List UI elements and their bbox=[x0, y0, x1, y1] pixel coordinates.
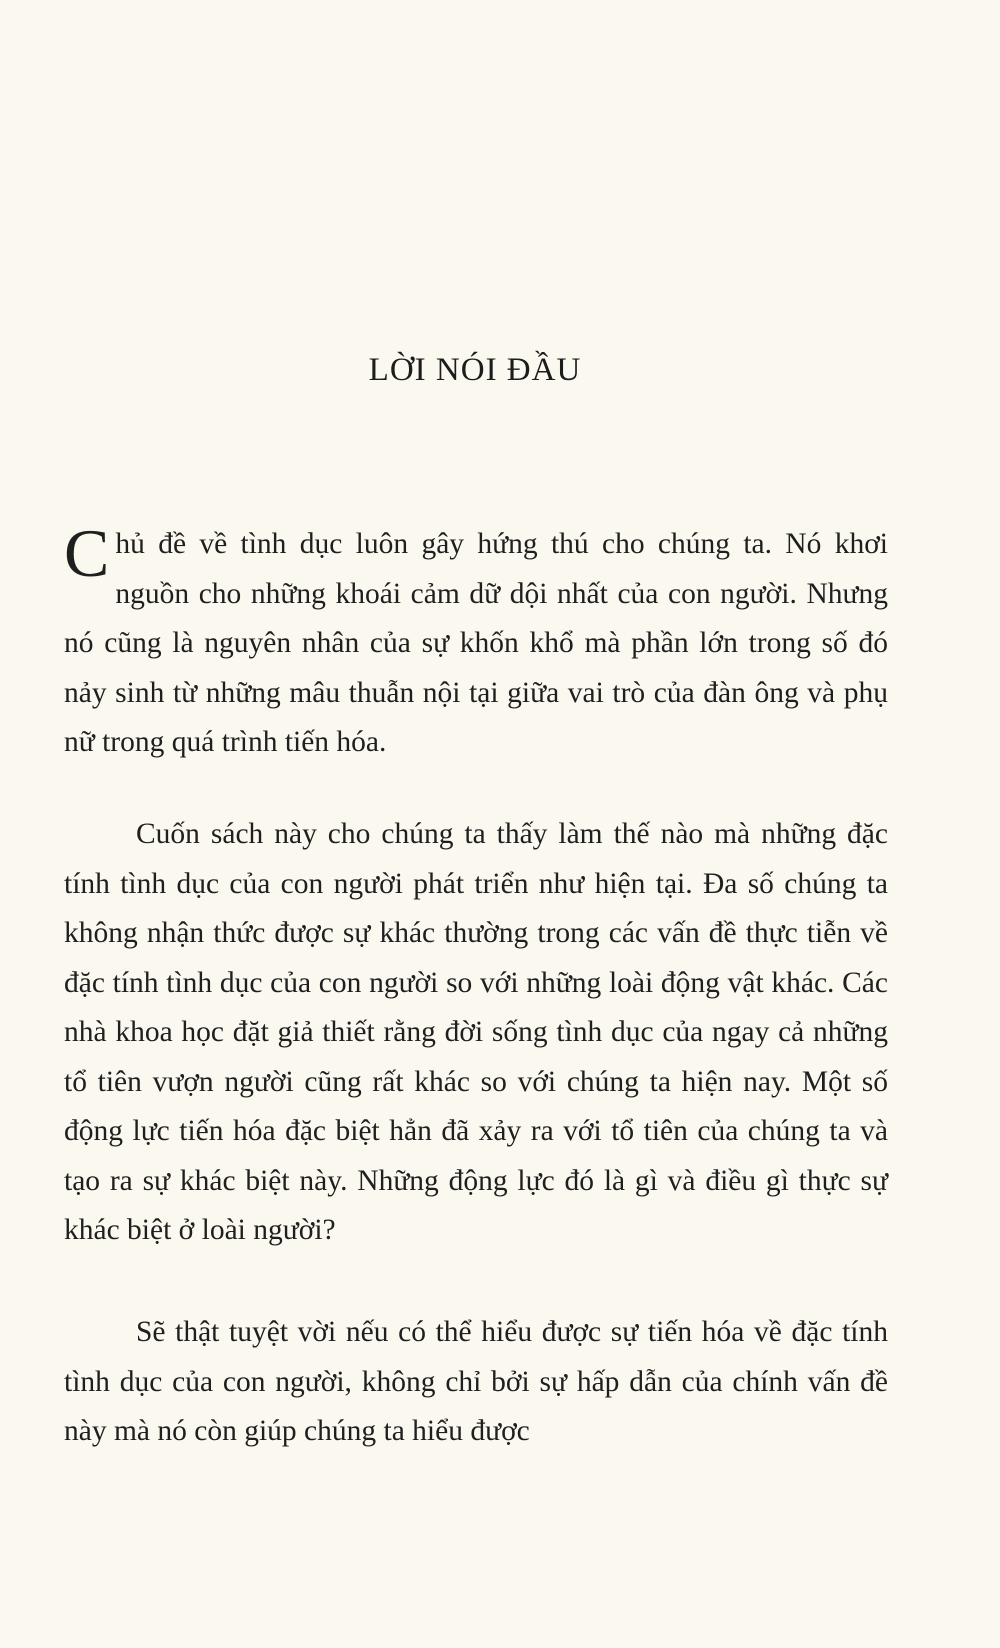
drop-cap: C bbox=[64, 515, 110, 591]
paragraph-2: Cuốn sách này cho chúng ta thấy làm thế nào mà những đặc tính tình dục của con người phát triển như hiện tại. Đa số chúng ta không nhận thức được sự khác thường trong các vấn đề thực tiễn về đặc tính tình dục của con người so với những loài động vật khác. Các nhà khoa học đặt giả thiết rằng đời sống tình dục của ngay cả những tổ tiên vượn người cũng rất khác so với chúng ta hiện nay. Một số động lực tiến hóa đặc biệt hẳn đã xảy ra với tổ tiên của chúng ta và tạo ra sự khác biệt này. Những động lực đó là gì và điều gì thực sự khác biệt ở loài người? bbox=[64, 818, 888, 1246]
paragraph-3: Sẽ thật tuyệt vời nếu có thể hiểu được sự tiến hóa về đặc tính tình dục của con người, không chỉ bởi sự hấp dẫn của chính vấn đề này mà nó còn giúp chúng ta hiểu được bbox=[64, 1316, 888, 1447]
chapter-heading: LỜI NÓI ĐẦU bbox=[368, 352, 582, 388]
paragraph-1 bbox=[64, 515, 888, 768]
paragraph-1-text: hủ đề về tình dục luôn gây hứng thú cho chúng ta. Nó khơi nguồn cho những khoái cảm dữ dội nhất của con người. Nhưng nó cũng là nguyên nhân của sự khốn khổ mà phần lớn trong số đó nảy sinh từ những mâu thuẫn nội tại giữa vai trò của đàn ông và phụ nữ trong quá trình tiến hóa. bbox=[64, 528, 888, 758]
